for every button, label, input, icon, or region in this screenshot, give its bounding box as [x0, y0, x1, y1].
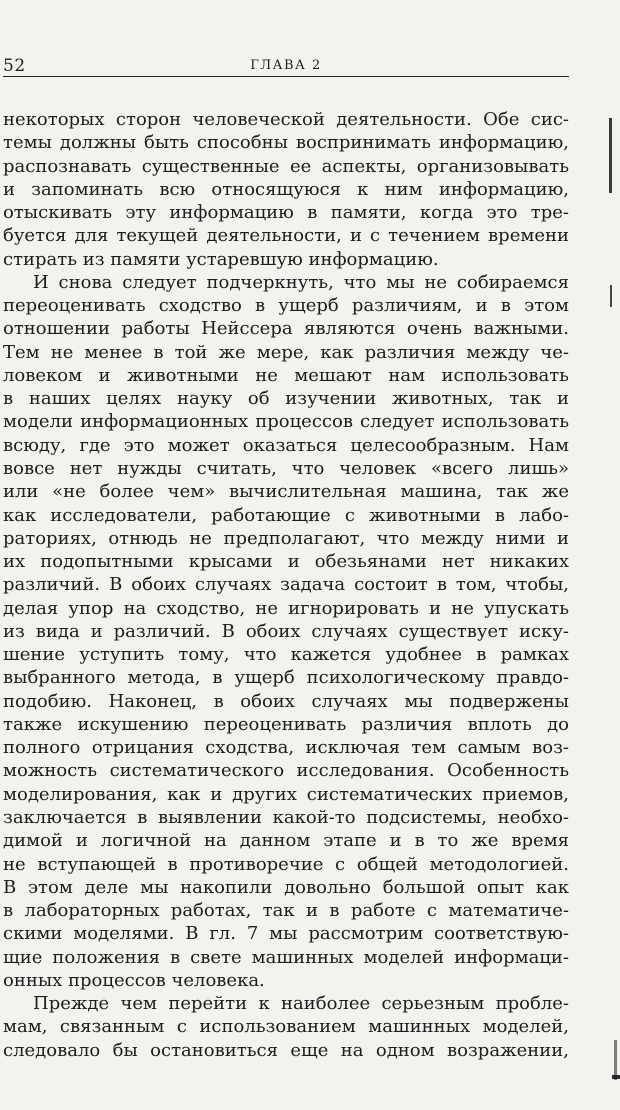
text-line: моделирования, как и других систематических приемов, [3, 783, 569, 805]
scan-edge-shadow [610, 285, 612, 307]
text-line: вовсе нет нужды считать, что человек «всего лишь» [3, 457, 569, 479]
text-line: или «не более чем» вычислительная машина, так же [3, 481, 569, 503]
text-line: всюду, где это может оказаться целесообразным. Нам [3, 434, 569, 456]
scan-edge-shadow [609, 118, 612, 193]
text-line: из вида и различий. В обоих случаях существует иску- [3, 620, 569, 642]
text-line: стирать из памяти устаревшую информацию. [3, 248, 439, 270]
text-line: следовало бы остановиться еще на одном возражении, [3, 1039, 569, 1061]
text-line: ловеком и животными не мешают нам использовать [3, 364, 569, 386]
text-line: отыскивать эту информацию в памяти, когда это тре- [3, 202, 569, 224]
text-line: их подопытными крысами и обезьянами нет никаких [3, 551, 569, 573]
text-line: и запоминать всю относящуюся к ним информацию, [3, 178, 569, 200]
text-line: Тем не менее в той же мере, как различия между че- [3, 341, 569, 363]
text-line: модели информационных процессов следует использовать [3, 411, 569, 433]
text-line: переоценивать сходство в ущерб различиям, и в этом [3, 295, 569, 317]
text-line: в лабораторных работах, так и в работе с математиче- [3, 900, 569, 922]
page-number: 52 [3, 56, 26, 76]
scan-edge-shadow [614, 1040, 617, 1080]
running-head [3, 52, 569, 77]
text-line: онных процессов человека. [3, 969, 265, 991]
text-line: в наших целях науку об изучении животных, так и [3, 388, 569, 410]
text-line: Прежде чем перейти к наиболее серьезным пробле- [33, 993, 569, 1015]
text-line: распознавать существенные ее аспекты, организовывать [3, 155, 569, 177]
text-line: также искушению переоценивать различия вплоть до [3, 713, 569, 735]
text-line: полного отрицания сходства, исключая тем самым воз- [3, 737, 569, 759]
text-line: заключается в выявлении какой-то подсистемы, необхо- [3, 806, 569, 828]
text-line: В этом деле мы накопили довольно большой опыт как [3, 876, 569, 898]
text-line: как исследователи, работающие с животными в лабо- [3, 504, 569, 526]
text-line: не вступающей в противоречие с общей методологией. [3, 853, 569, 875]
text-line: выбранного метода, в ущерб психологическому правдо- [3, 667, 569, 689]
chapter-heading: ГЛАВА 2 [250, 58, 322, 73]
text-line: можность систематического исследования. Особенность [3, 760, 569, 782]
text-line: шение уступить тому, что кажется удобнее в рамках [3, 644, 569, 666]
text-line: буется для текущей деятельности, и с течением времени [3, 225, 569, 247]
text-line: отношении работы Нейссера являются очень важными. [3, 318, 569, 340]
text-line: мам, связанным с использованием машинных моделей, [3, 1016, 569, 1038]
text-line: раториях, отнюдь не предполагают, что между ними и [3, 527, 569, 549]
text-line: И снова следует подчеркнуть, что мы не собираемся [33, 271, 569, 293]
text-line: скими моделями. В гл. 7 мы рассмотрим соответствую- [3, 923, 569, 945]
text-line: некоторых сторон человеческой деятельности. Обе сис- [3, 109, 569, 130]
text-line: темы должны быть способны воспринимать информацию, [3, 132, 569, 154]
text-line: щие положения в свете машинных моделей информаци- [3, 946, 569, 968]
text-line: димой и логичной на данном этапе и в то же время [3, 830, 569, 852]
text-line: делая упор на сходство, не игнорировать и не упускать [3, 597, 569, 619]
text-line: различий. В обоих случаях задача состоит в том, чтобы, [3, 574, 569, 596]
text-line: подобию. Наконец, в обоих случаях мы подвержены [3, 690, 569, 712]
body-text [3, 108, 569, 1062]
